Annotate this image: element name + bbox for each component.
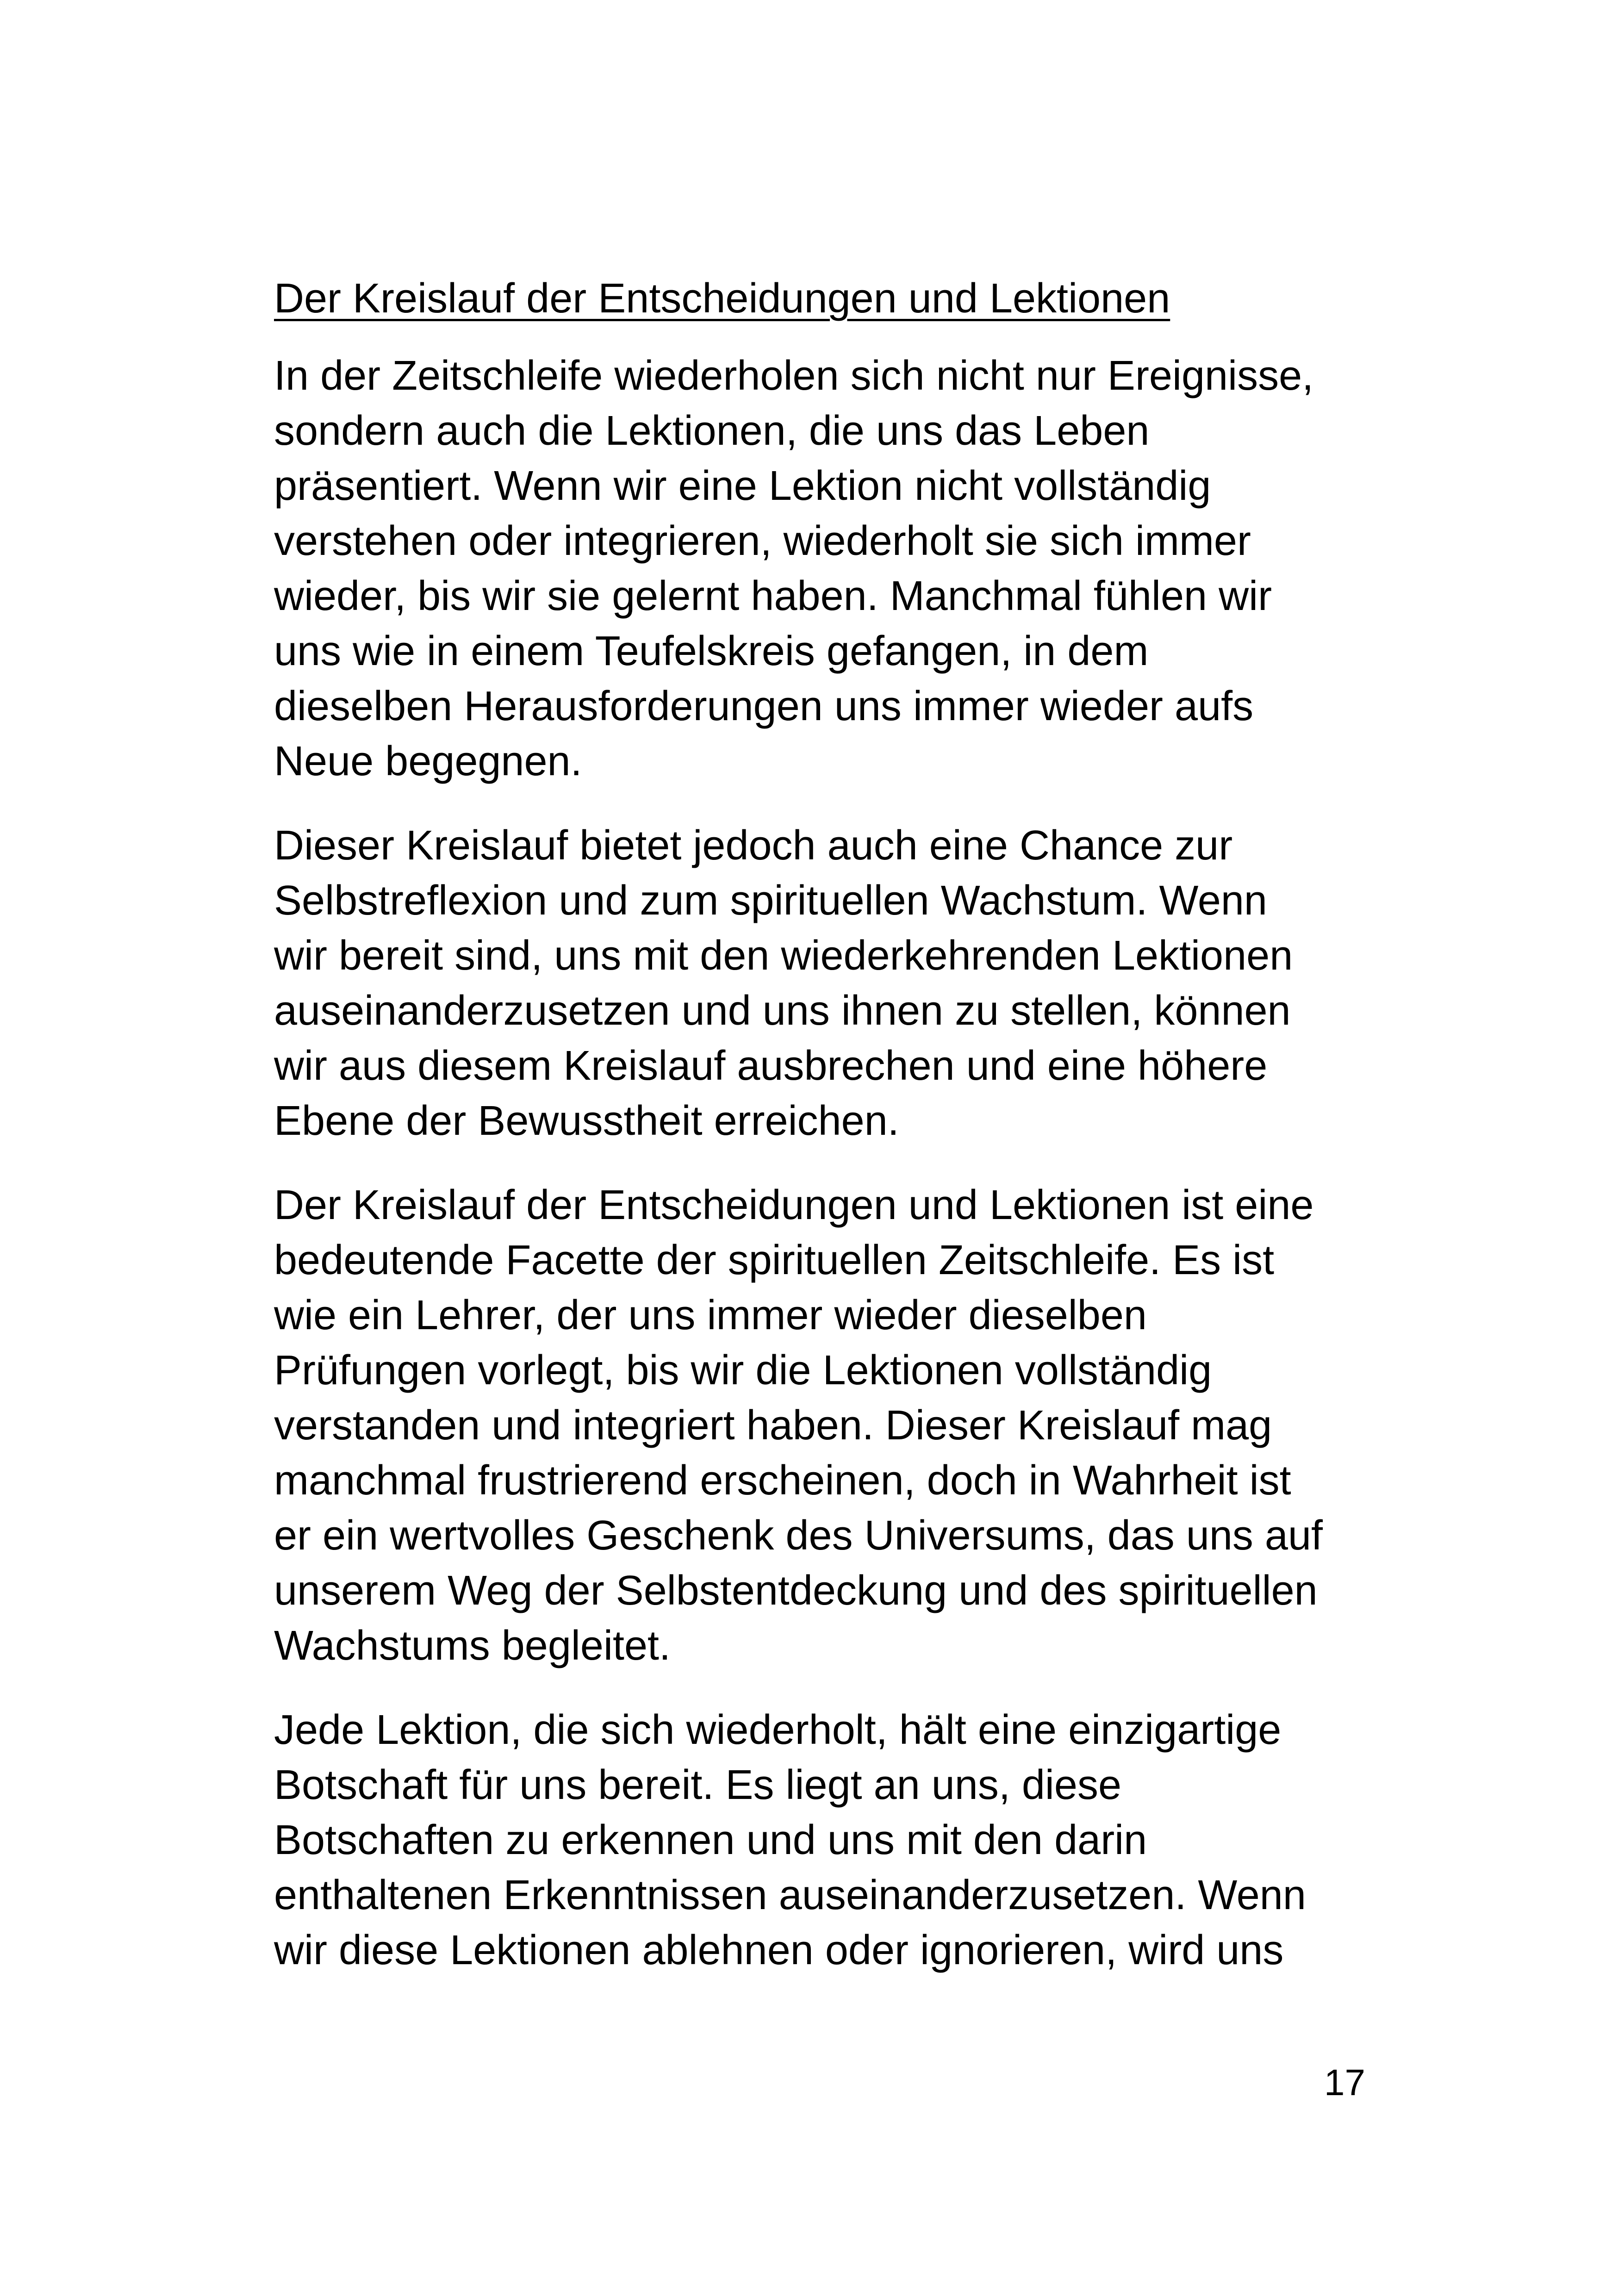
text-line: er ein wertvolles Geschenk des Universums, das uns auf	[274, 1512, 1323, 1559]
paragraph-2	[274, 818, 1352, 1149]
text-line: unserem Weg der Selbstentdeckung und des spirituellen	[274, 1568, 1318, 1614]
text-line: Botschaften zu erkennen und uns mit den darin	[274, 1817, 1147, 1863]
text-line: auseinanderzusetzen und uns ihnen zu stellen, können	[274, 988, 1291, 1034]
text-line: dieselben Herausforderungen uns immer wieder aufs	[274, 683, 1254, 729]
paragraph-4	[274, 1703, 1352, 1978]
text-line: wir bereit sind, uns mit den wiederkehrenden Lektionen	[274, 933, 1293, 979]
text-line: wie ein Lehrer, der uns immer wieder dieselben	[274, 1292, 1147, 1338]
paragraph-1	[274, 348, 1352, 789]
text-line: präsentiert. Wenn wir eine Lektion nicht vollständig	[274, 463, 1211, 509]
text-line: wir diese Lektionen ablehnen oder ignorieren, wird uns	[274, 1927, 1284, 1973]
text-line: uns wie in einem Teufelskreis gefangen, in dem	[274, 628, 1149, 674]
text-line: bedeutende Facette der spirituellen Zeitschleife. Es ist	[274, 1237, 1275, 1283]
text-line: Selbstreflexion und zum spirituellen Wachstum. Wenn	[274, 877, 1267, 924]
text-line: manchmal frustrierend erscheinen, doch in Wahrheit ist	[274, 1457, 1291, 1504]
text-line: In der Zeitschleife wiederholen sich nicht nur Ereignisse,	[274, 353, 1314, 399]
paragraph-3	[274, 1178, 1352, 1674]
page-content	[274, 271, 1352, 2007]
page-number: 17	[1324, 2062, 1365, 2103]
text-line: verstehen oder integrieren, wiederholt sie sich immer	[274, 518, 1251, 564]
text-line: enthaltenen Erkenntnissen auseinanderzusetzen. Wenn	[274, 1872, 1306, 1918]
text-line: sondern auch die Lektionen, die uns das Leben	[274, 408, 1150, 454]
text-line: Jede Lektion, die sich wiederholt, hält eine einzigartige	[274, 1707, 1282, 1753]
text-line: Botschaft für uns bereit. Es liegt an uns, diese	[274, 1762, 1122, 1808]
text-line: verstanden und integriert haben. Dieser Kreislauf mag	[274, 1402, 1272, 1449]
text-line: Neue begegnen.	[274, 738, 582, 784]
text-line: Prüfungen vorlegt, bis wir die Lektionen vollständig	[274, 1347, 1212, 1394]
text-line: wir aus diesem Kreislauf ausbrechen und eine höhere	[274, 1043, 1268, 1089]
text-line: Ebene der Bewusstheit erreichen.	[274, 1098, 899, 1144]
text-line: wieder, bis wir sie gelernt haben. Manchmal fühlen wir	[274, 573, 1272, 619]
section-heading: Der Kreislauf der Entscheidungen und Lektionen	[274, 275, 1170, 322]
text-line: Wachstums begleitet.	[274, 1623, 671, 1669]
text-line: Dieser Kreislauf bietet jedoch auch eine Chance zur	[274, 822, 1233, 869]
text-line: Der Kreislauf der Entscheidungen und Lektionen ist eine	[274, 1182, 1314, 1228]
